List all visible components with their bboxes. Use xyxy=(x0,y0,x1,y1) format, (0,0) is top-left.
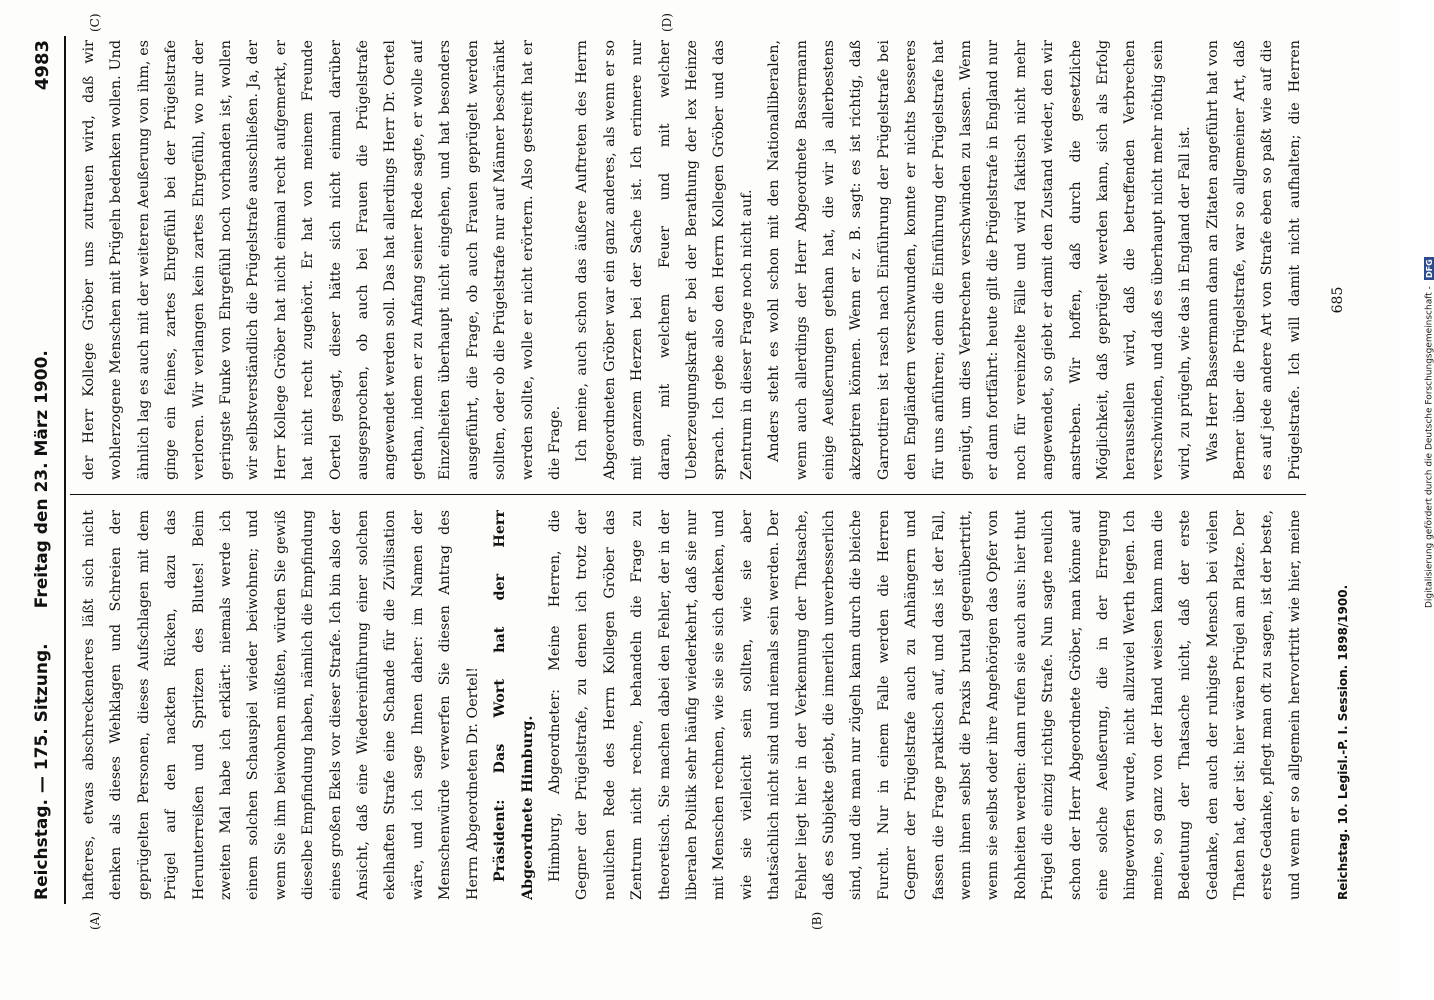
credit-text: Digitalisierung gefördert durch die Deutsche Forschungsgemeinschaft - xyxy=(1424,286,1434,608)
digitization-credit xyxy=(1424,8,1434,608)
paragraph: Anders steht es wohl schon mit den Nationalliberalen, wenn auch allerdings der Herr Abgeordnete Bassermann einige Aeußerungen gethan hat, die wir ja allerbestens akzeptiren können. Wenn er z. B. sagt: es ist richtig, daß Garrottiren ist rasch nach Einführung der Prügelstrafe bei den Engländern verschwunden, konnte er nichts besseres für uns anführen; denn die Einführung der Prügelstrafe hat genügt, um dies Verbrechen verschwinden zu lassen. Wenn er dann fortfährt: heute gilt die Prügelstrafe in England nur noch für vereinzelte Fälle und wird faktisch nicht mehr angewendet, so giebt er damit den Zustand wieder, den wir anstreben. Wir hoffen, daß durch die gesetzliche Möglichkeit, daß geprügelt werden kann, sich als Erfolg herausstellen wird, daß die betreffenden Verbrechen verschwinden, und daß es überhaupt nicht mehr nöthig sein wird, zu prügeln, wie das in England der Fall ist. xyxy=(766,40,1194,480)
text-column-right xyxy=(76,40,1304,480)
header-rule xyxy=(64,36,66,904)
text-column-left xyxy=(76,510,1304,900)
paragraph: Ich meine, auch schon das äußere Auftreten des Herrn Abgeordneten Gröber war ein ganz anderes, als wenn er so mit ganzem Herzen bei der Sache ist. Ich erinnere nur daran, mit welchem Feuer und mit welcher Ueberzeugungskraft er bei der Berathung der lex Heinze sprach. Ich gebe also den Herrn Kollegen Gröber und das Zentrum in dieser Frage noch nicht auf. xyxy=(574,40,755,480)
margin-mark-d: (D) xyxy=(660,13,674,32)
footer-session: Reichstag. 10. Legisl.-P. I. Session. 1898/1900. xyxy=(1336,584,1350,900)
margin-mark-a: (A) xyxy=(88,911,102,930)
margin-mark-b: (B) xyxy=(810,911,824,930)
paragraph: der Herr Kollege Gröber uns zutrauen wird, daß wir wohlerzogene Menschen mit Prügeln bedenken wollen. Und ähnlich lag es auch mit der weiteren Aeußerung von ihm, es ginge ein feines, zartes Ehrgefühl bei der Prügelstrafe verloren. Wir verlangen kein zartes Ehrgefühl, wo nur der geringste Funke von Ehrgefühl noch vorhanden ist, wollen wir selbstverständlich die Prügelstrafe ausschließen. Ja, der Herr Kollege Gröber hat nicht einmal recht aufgemerkt, er hat nicht recht zugehört. Er hat von meinem Freunde Oertel gesagt, dieser hätte sich nicht einmal darüber ausgesprochen, ob auch bei Frauen die Prügelstrafe angewendet werden soll. Das hat allerdings Herr Dr. Oertel gethan, indem er zu Anfang seiner Rede sagte, er wolle auf Einzelheiten überhaupt nicht eingehen, und hat besonders ausgeführt, die Frage, ob auch Frauen geprügelt werden sollten, oder ob die Prügelstrafe nur auf Männer beschränkt werden sollte, wolle er nicht erörtern. Also gestreift hat er die Frage. xyxy=(81,40,563,480)
paragraph: Präsident: Das Wort hat der Herr Abgeordnete Himburg. xyxy=(492,510,536,900)
dfg-logo: DFG xyxy=(1425,259,1434,279)
paragraph: Was Herr Bassermann dann an Zitaten angeführt hat von Berner über die Prügelstrafe, war so allgemeiner Art, daß es auf jede andere Art von Strafe eben so paßt wie auf die Prügelstrafe. Ich will damit nicht aufhalten; die Herren xyxy=(1204,40,1303,480)
column-rule xyxy=(70,494,1306,495)
page-header xyxy=(24,40,60,900)
header-date: Freitag den 23. März 1900. xyxy=(32,350,52,609)
paragraph: Himburg, Abgeordneter: Meine Herren, die Gegner der Prügelstrafe, zu denen ich trotz der neulichen Rede des Herrn Kollegen Gröber das Zentrum nicht rechne, behandeln die Frage zu theoretisch. Sie machen dabei den Fehler, der in der liberalen Politik sehr häufig wiederkehrt, daß sie nur mit Menschen rechnen, wie sie sie sich denken, und wie sie vielleicht sein sollten, wie sie aber thatsächlich nicht sind und niemals sein werden. Der Fehler liegt hier in der Verkennung der Thatsache, daß es Subjekte giebt, die innerlich unverbesserlich sind, und die man nur zügeln kann durch die bleiche Furcht. Nur in einem Falle werden die Herren Gegner der Prügelstrafe auch zu Anhängern und fassen die Frage praktisch auf, und das ist der Fall, wenn ihnen selbst die Praxis brutal gegenübertritt, wenn sie selbst oder ihre Angehörigen das Opfer von Rohheiten werden: dann rufen sie auch aus: hier thut Prügel die einzig richtige Strafe. Nun sagte neulich schon der Herr Abgeordnete Gröber, man könne auf eine solche Aeußerung, die in der Erregung hingeworfen wurde, nicht allzuviel Werth legen. Ich meine, so ganz von der Hand weisen kann man die Bedeutung der Thatsache nicht, daß der erste Gedanke, den auch der ruhigste Mensch bei vielen Thaten hat, der ist: hier wären Prügel am Platze. Der erste Gedanke, pflegt man oft zu sagen, ist der beste, und wenn er so allgemein hervortritt wie hier, meine xyxy=(546,510,1303,900)
paragraph: hafteres, etwas abschreckenderes läßt sich nicht denken als dieses Wehklagen und Schreien der geprügelten Personen, dieses Aufschlagen mit dem Prügel auf den nackten Rücken, dazu das Herunterreißen und Spritzen des Blutes! Beim zweiten Mal habe ich erklärt: niemals werde ich einem solchen Schauspiel wieder beiwohnen; und wenn Sie ihm beiwohnen müßten, würden Sie gewiß dieselbe Empfindung haben, nämlich die Empfindung eines großen Ekels vor dieser Strafe. Ich bin also der Ansicht, daß eine Wiedereinführung einer solchen ekelhaften Strafe eine Schande für die Zivilisation wäre, und ich sage Ihnen daher: im Namen der Menschenwürde verwerfen Sie diesen Antrag des Herrn Abgeordneten Dr. Oertel! xyxy=(81,510,481,900)
footer-page-number: 685 xyxy=(1330,286,1346,314)
header-session: Reichstag. — 175. Sitzung. xyxy=(32,643,52,900)
margin-mark-c: (C) xyxy=(88,13,102,32)
header-page-number: 4983 xyxy=(31,40,53,91)
